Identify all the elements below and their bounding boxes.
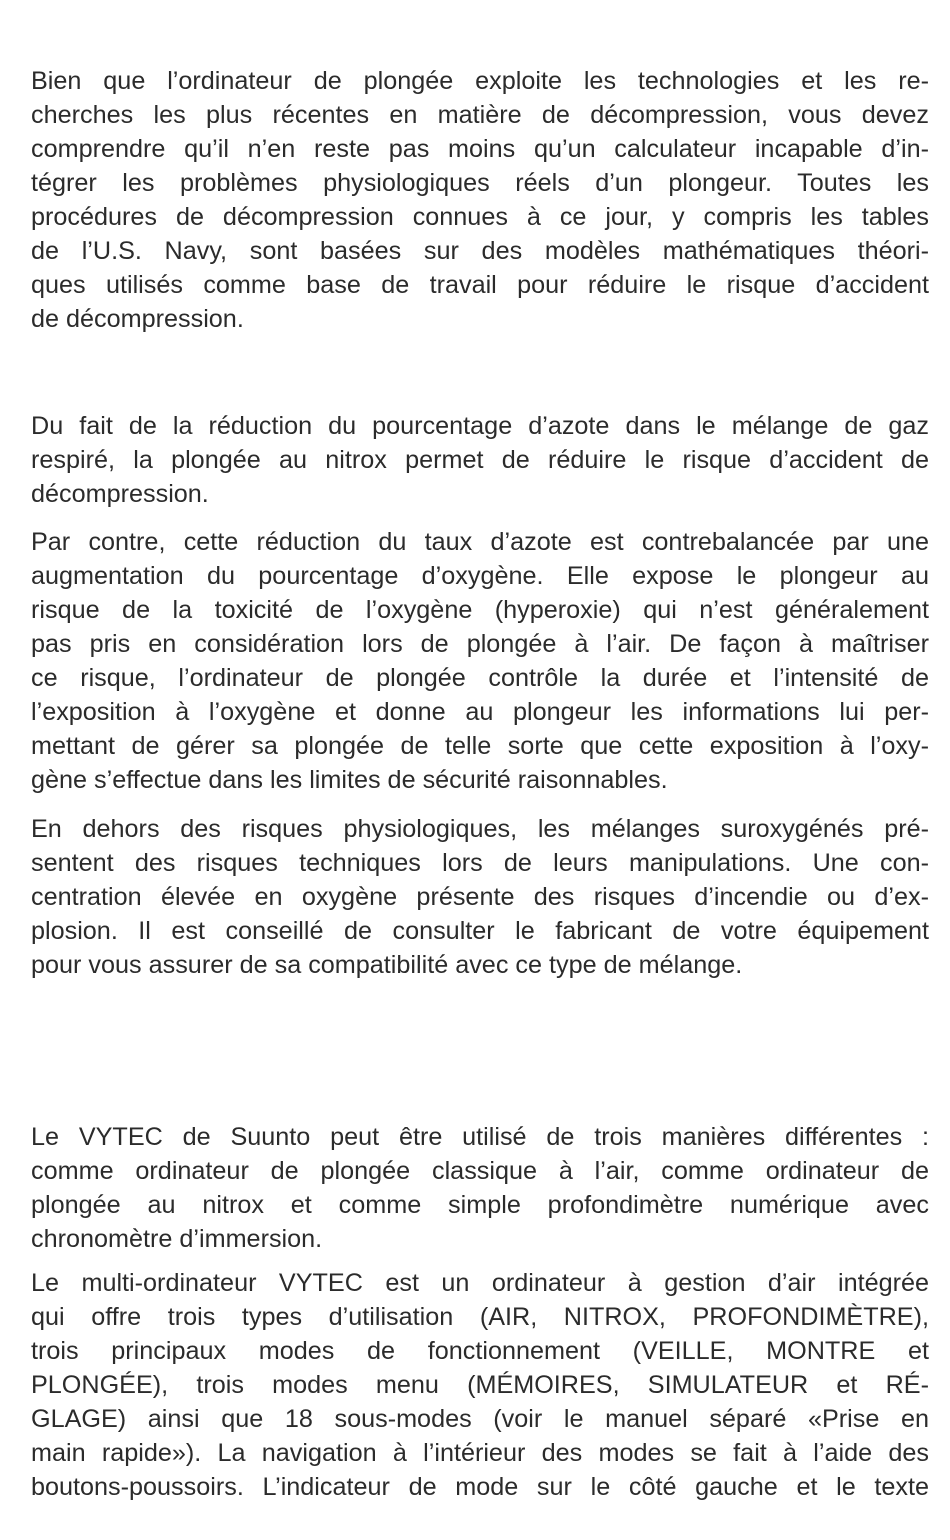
text-line: chronomètre d’immersion.	[31, 1225, 323, 1253]
text-line: procédures de décompression connues à ce jour, y compris les tables	[31, 203, 929, 231]
paragraph-technical-risks	[31, 812, 929, 982]
paragraph-oxygen-toxicity	[31, 525, 929, 797]
text-line: sentent des risques techniques lors de leurs manipulations. Une con-	[31, 849, 929, 877]
text-line: cherches les plus récentes en matière de décompression, vous devez	[31, 101, 929, 129]
text-line: plosion. Il est conseillé de consulter le fabricant de votre équipement	[31, 917, 929, 945]
text-line: ques utilisés comme base de travail pour réduire le risque d’accident	[31, 271, 929, 299]
text-line: Par contre, cette réduction du taux d’azote est contrebalancée par une	[31, 528, 929, 556]
text-line: ce risque, l’ordinateur de plongée contrôle la durée et l’intensité de	[31, 664, 929, 692]
text-line: l’exposition à l’oxygène et donne au plongeur les informations lui per-	[31, 698, 929, 726]
text-line: centration élevée en oxygène présente des risques d’incendie ou d’ex-	[31, 883, 929, 911]
text-line: Le multi-ordinateur VYTEC est un ordinateur à gestion d’air intégrée	[31, 1269, 929, 1297]
text-line: augmentation du pourcentage d’oxygène. Elle expose le plongeur au	[31, 562, 929, 590]
text-line: de décompression.	[31, 305, 244, 333]
text-line: Bien que l’ordinateur de plongée exploite les technologies et les re-	[31, 67, 929, 95]
text-line: trois principaux modes de fonctionnement (VEILLE, MONTRE et	[31, 1337, 929, 1365]
text-line: GLAGE) ainsi que 18 sous-modes (voir le manuel séparé «Prise en	[31, 1405, 929, 1433]
text-line: qui offre trois types d’utilisation (AIR, NITROX, PROFONDIMÈTRE),	[31, 1303, 929, 1331]
text-line: comprendre qu’il n’en reste pas moins qu’un calculateur incapable d’in-	[31, 135, 929, 163]
text-line: respiré, la plongée au nitrox permet de réduire le risque d’accident de	[31, 446, 929, 474]
text-line: gène s’effectue dans les limites de sécurité raisonnables.	[31, 766, 668, 794]
paragraph-nitrox-benefit	[31, 409, 929, 511]
text-line: PLONGÉE), trois modes menu (MÉMOIRES, SIMULATEUR et RÉ-	[31, 1371, 929, 1399]
text-line: mettant de gérer sa plongée de telle sorte que cette exposition à l’oxy-	[31, 732, 929, 760]
text-line: risque de la toxicité de l’oxygène (hyperoxie) qui n’est généralement	[31, 596, 929, 624]
text-line: tégrer les problèmes physiologiques réels d’un plongeur. Toutes les	[31, 169, 929, 197]
text-line: pour vous assurer de sa compatibilité avec ce type de mélange.	[31, 951, 743, 979]
text-line: comme ordinateur de plongée classique à l’air, comme ordinateur de	[31, 1157, 929, 1185]
text-line: pas pris en considération lors de plongée à l’air. De façon à maîtriser	[31, 630, 929, 658]
paragraph-vytec-usage	[31, 1120, 929, 1256]
text-line: plongée au nitrox et comme simple profondimètre numérique avec	[31, 1191, 929, 1219]
text-line: Du fait de la réduction du pourcentage d’azote dans le mélange de gaz	[31, 412, 929, 440]
text-line: Le VYTEC de Suunto peut être utilisé de trois manières différentes :	[31, 1123, 929, 1151]
text-line: décompression.	[31, 480, 209, 508]
text-line: de l’U.S. Navy, sont basées sur des modèles mathématiques théori-	[31, 237, 929, 265]
text-line: En dehors des risques physiologiques, les mélanges suroxygénés pré-	[31, 815, 929, 843]
text-line: main rapide»). La navigation à l’intérieur des modes se fait à l’aide des	[31, 1439, 929, 1467]
text-line: boutons-poussoirs. L’indicateur de mode sur le côté gauche et le texte	[31, 1473, 929, 1501]
paragraph-decompression-limits	[31, 64, 929, 336]
paragraph-vytec-modes	[31, 1266, 929, 1504]
